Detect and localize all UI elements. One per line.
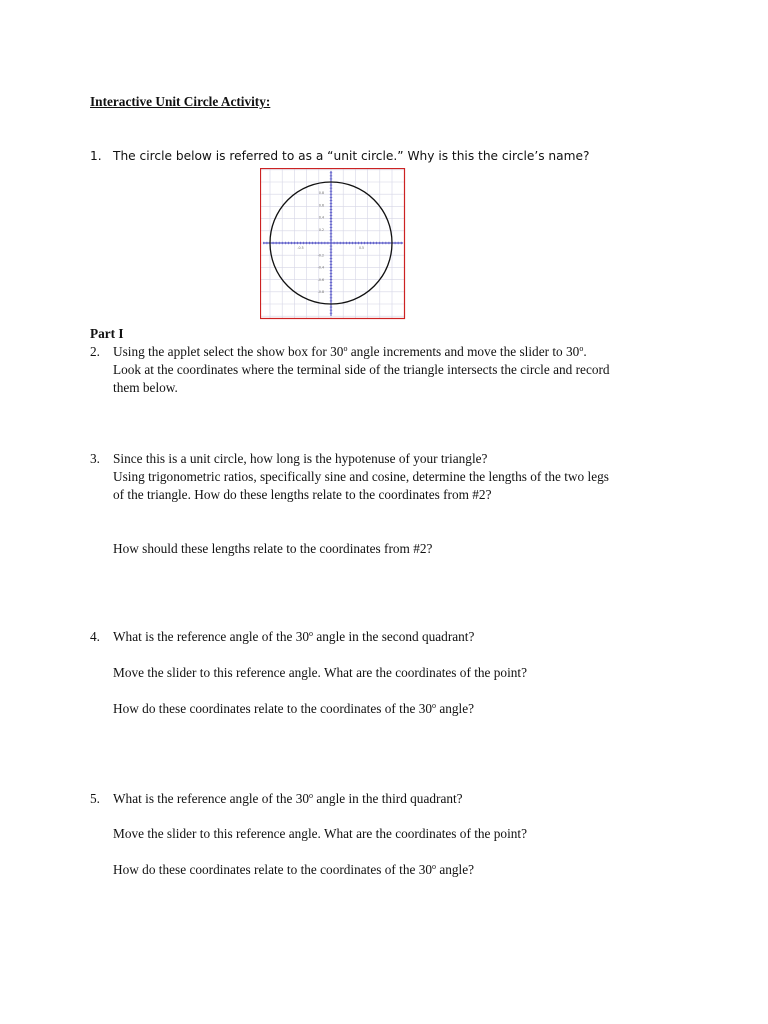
q4-line3: How do these coordinates relate to the coordinates of the 30$^o$ angle?	[113, 701, 475, 716]
q2-line3: them below.	[113, 380, 178, 395]
q2-number: 2.	[90, 344, 100, 359]
page-title: Interactive Unit Circle Activity:	[90, 94, 271, 109]
q5-number: 5.	[90, 791, 100, 806]
tick-label-y-neg-0.4: -0.4	[317, 265, 324, 270]
q5-line1: What is the reference angle of the 30$^o$ angle in the third quadrant?	[113, 791, 463, 806]
tick-label-y-neg-0.6: -0.6	[317, 277, 324, 282]
q2-line1: Using the applet select the show box for 30$^o$ angle increments and move the slider to 30$^o$.	[113, 344, 587, 359]
q4-number: 4.	[90, 629, 100, 644]
q2-line2: Look at the coordinates where the terminal side of the triangle intersects the circle and record	[113, 362, 610, 377]
q1-text: The circle below is referred to as a “unit circle.” Why is this the circle’s name?	[113, 149, 590, 163]
q3-line1: Since this is a unit circle, how long is the hypotenuse of your triangle?	[113, 451, 488, 466]
q5-line3: How do these coordinates relate to the coordinates of the 30$^o$ angle?	[113, 862, 475, 877]
q3-number: 3.	[90, 451, 100, 466]
q4-line2: Move the slider to this reference angle. What are the coordinates of the point?	[113, 665, 528, 680]
tick-label-y-neg-0.2: -0.2	[317, 253, 324, 258]
q3-line4: How should these lengths relate to the coordinates from #2?	[113, 541, 433, 556]
tick-label-y-0.6: 0.6	[318, 203, 324, 208]
unit-circle-figure	[260, 168, 406, 320]
tick-label-x-0.5: 0.5	[358, 246, 365, 250]
q1-number: 1.	[90, 149, 102, 163]
q4-line1: What is the reference angle of the 30$^o$ angle in the second quadrant?	[113, 629, 475, 644]
tick-label-x-neg-0.5: -0.5	[297, 246, 304, 250]
q3-line3: of the triangle. How do these lengths relate to the coordinates from #2?	[113, 487, 492, 502]
tick-label-y-0.8: 0.8	[318, 191, 324, 196]
q5-line2: Move the slider to this reference angle. What are the coordinates of the point?	[113, 826, 528, 841]
tick-label-y-neg-0.8: -0.8	[317, 290, 324, 294]
tick-label-y-0.2: 0.2	[318, 227, 324, 232]
q3-line2: Using trigonometric ratios, specifically sine and cosine, determine the lengths of the two legs	[113, 469, 609, 484]
grid-lines	[261, 169, 404, 318]
part-heading: Part I	[90, 326, 124, 341]
tick-label-y-0.4: 0.4	[318, 215, 324, 220]
